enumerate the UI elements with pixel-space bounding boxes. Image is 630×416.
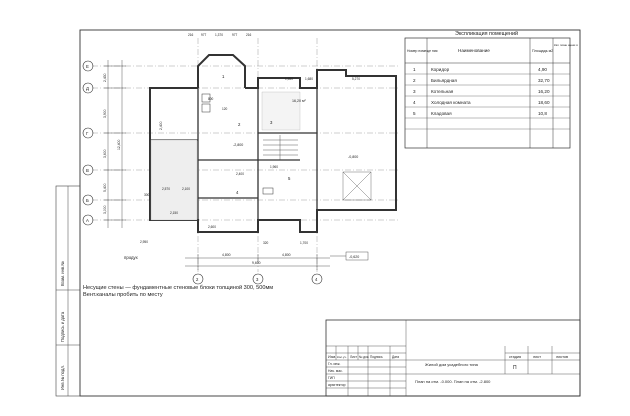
tb-sheet-header: лист [533, 355, 541, 359]
level-2800: -2,800 [233, 143, 244, 147]
wall-hatch [151, 92, 300, 220]
tb-stage: П [513, 365, 517, 371]
row-1-area: 4,90 [538, 67, 547, 72]
row-1-num: 1 [413, 67, 416, 72]
tb-role-3: ГИП [328, 376, 335, 380]
room-1-label: 1 [222, 74, 225, 79]
tb-list: Лист [350, 355, 357, 359]
dim-top-7: 1,550 [285, 77, 293, 81]
side-stamp-2: Подпись и дата [60, 311, 65, 342]
axis-label-G: Г [86, 131, 89, 136]
dim-top-6: 5,270 [352, 77, 360, 81]
row-2-num: 2 [413, 78, 416, 83]
dim-left-1: 2,430 [103, 73, 107, 82]
note-line-1: Несущие стены — фундаментные стеновые блоки толщиной 300, 500мм [83, 285, 274, 291]
axis-label-V: В [86, 168, 89, 173]
row-3-name: Котельная [431, 89, 454, 94]
row-3-area: 16,20 [538, 89, 550, 94]
row-4-num: 4 [413, 100, 416, 105]
dim-left-total: 12,400 [117, 139, 121, 150]
row-5-num: 5 [413, 111, 416, 116]
dim-left-2: 3,900 [103, 109, 107, 118]
tb-sheets-header: листов [556, 355, 569, 359]
room-5-label: 5 [288, 176, 291, 181]
dim-misc-2: 2,100 [182, 187, 190, 191]
dim-misc-3: 2,150 [170, 211, 178, 215]
tb-doc: № док. [359, 355, 370, 359]
col-header-name: Наименование [458, 48, 490, 53]
dim-misc-1: 2,570 [162, 187, 170, 191]
produkh-label: продух [124, 255, 138, 260]
row-5-area: 10,8 [538, 111, 547, 116]
dim-misc-4: 2,600 [208, 225, 216, 229]
dim-top-8: 1,680 [305, 77, 313, 81]
row-5-name: Кладовая [431, 111, 452, 116]
level-0800: -0,800 [348, 155, 359, 159]
dim-top-4: 977 [232, 33, 238, 37]
col-axis-4: 4 [315, 277, 318, 282]
room-4-label: 4 [236, 190, 239, 195]
rooms-table [405, 30, 578, 148]
axis-label-A: А [86, 218, 89, 223]
dim-misc-12: 2,400 [236, 172, 244, 176]
axis-label-B: Б [86, 198, 89, 203]
dim-top-1: 216 [188, 33, 194, 37]
note-line-2: Вент.каналы пробить по месту [83, 292, 163, 299]
row-2-name: Бильярдная [431, 78, 457, 83]
dim-bottom-2: 4,800 [282, 253, 291, 257]
col-axis-2: 2 [196, 277, 199, 282]
rooms-table-title: Экспликация помещений [455, 31, 519, 37]
axis-label-E: Е [86, 64, 89, 69]
dim-misc-10: 120 [222, 107, 228, 111]
dim-misc-8: 300 [144, 193, 150, 197]
tb-izm: Изм. [328, 355, 337, 359]
tb-project: Жилой дом усадебного типа [425, 362, 478, 367]
general-notes [83, 285, 273, 300]
dim-misc-9: 320 [263, 241, 269, 245]
room-area-mark: 16,20 м² [292, 99, 306, 103]
dim-left-3: 3,600 [103, 149, 107, 158]
dim-bottom-1: 4,800 [222, 253, 231, 257]
dim-misc-7: 800 [208, 97, 214, 101]
col-header-category: Кат. поме щени я [554, 43, 578, 47]
tb-role-1: Гл. инж. [328, 362, 341, 366]
row-4-area: 18,60 [538, 100, 550, 105]
dim-misc-5: 1,960 [270, 165, 278, 169]
floor-plan [83, 38, 400, 284]
tb-podpis: Подпись [370, 355, 383, 359]
left-dim-chain [104, 60, 126, 228]
side-stamp [56, 186, 80, 396]
dim-misc-6: 1,700 [300, 241, 308, 245]
tb-data: Дата [392, 355, 400, 359]
row-3-num: 3 [413, 89, 416, 94]
dim-bottom-total: 9,600 [252, 261, 261, 265]
tb-drawing: План на отм. -0.000. План на отм. -2.800 [415, 379, 491, 384]
tb-kol: Кол.уч. [337, 355, 347, 359]
dim-top-2: 977 [201, 33, 207, 37]
dim-misc-11: 2,950 [140, 240, 148, 244]
stair [263, 135, 298, 160]
row-1-name: Коридор [431, 67, 450, 72]
tb-role-4: архитектор [328, 383, 346, 387]
dim-top-5: 216 [246, 33, 252, 37]
col-header-area: Площадь м2 [532, 49, 554, 53]
row-2-area: 32,70 [538, 78, 550, 83]
side-stamp-3: Взам. инв.№ [60, 261, 65, 286]
dim-left-6: 2,400 [159, 121, 163, 130]
dim-left-4: 5,400 [103, 183, 107, 192]
col-axis-3: 3 [256, 277, 259, 282]
room-3-label: 3 [270, 120, 273, 125]
dim-top-3: 1,370 [215, 33, 223, 37]
col-header-number: Номер помеще ния [407, 49, 438, 53]
room-2-label: 2 [238, 122, 241, 127]
tb-stage-header: стадия [509, 355, 522, 359]
level-0620: -0,620 [349, 255, 360, 259]
right-area-cross [343, 172, 371, 200]
side-stamp-1: Инв.№ подл. [60, 365, 65, 390]
axis-label-D: Д [86, 86, 89, 91]
dim-left-5: 3,000 [103, 205, 107, 214]
tb-role-2: Нач. мас. [328, 369, 343, 373]
row-4-name: Холодная комната [431, 100, 471, 105]
